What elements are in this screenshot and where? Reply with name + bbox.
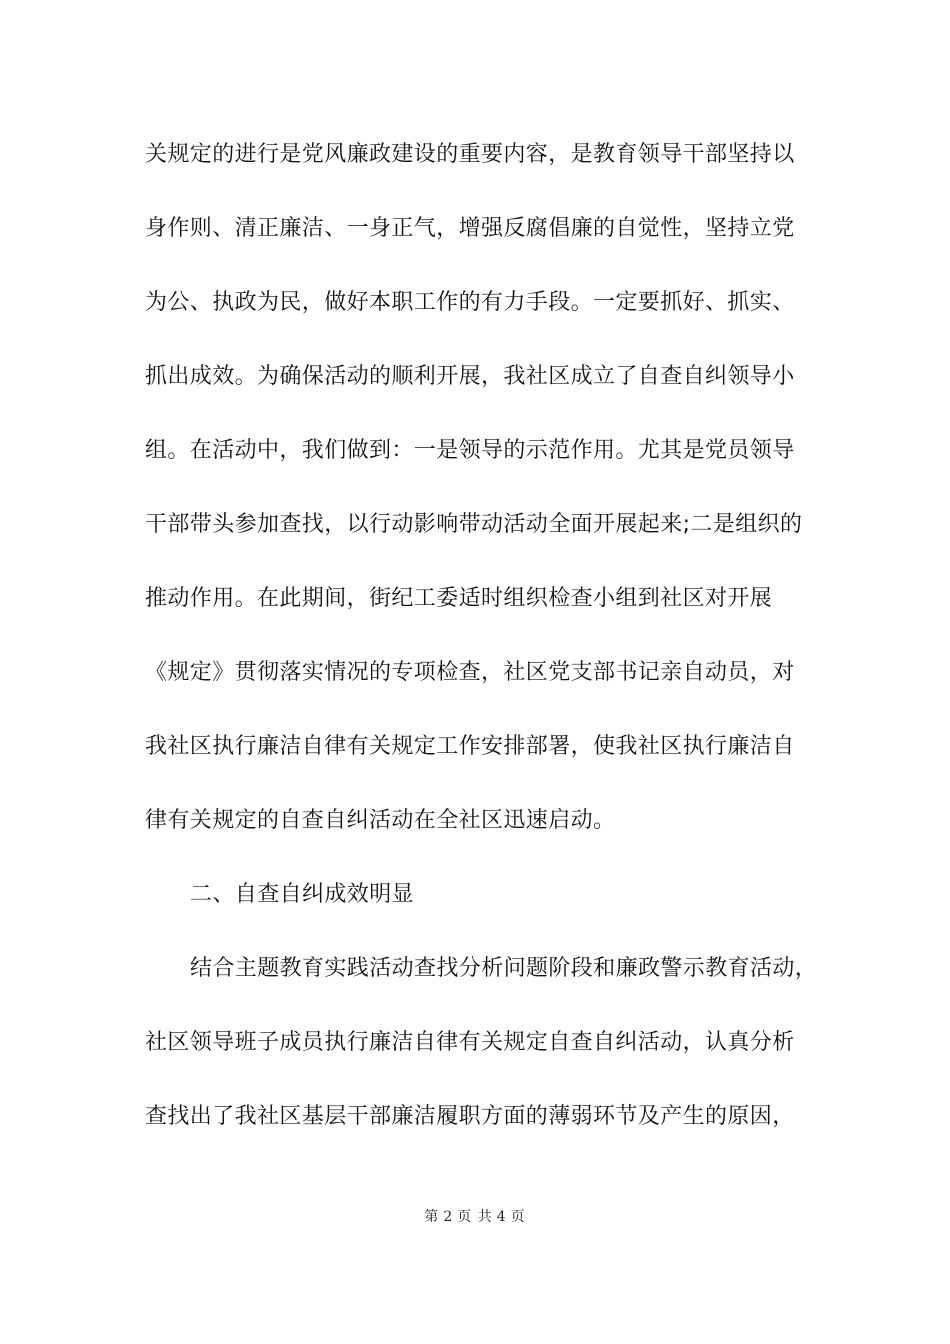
body-text-line: 为公、执政为民，做好本职工作的有力手段。一定要抓好、抓实、 (145, 290, 795, 315)
body-text-line: 查找出了我社区基层干部廉洁履职方面的薄弱环节及产生的原因， (145, 1104, 795, 1129)
body-text-line: 我社区执行廉洁自律有关规定工作安排部署，使我社区执行廉洁自 (145, 734, 795, 759)
body-text-line: 身作则、清正廉洁、一身正气，增强反腐倡廉的自觉性，坚持立党 (145, 216, 795, 241)
body-text-line: 社区领导班子成员执行廉洁自律有关规定自查自纠活动，认真分析 (145, 1030, 795, 1055)
body-text-line: 组。在活动中，我们做到：一是领导的示范作用。尤其是党员领导 (145, 438, 795, 463)
footer-current-page: 2 (443, 1209, 454, 1225)
body-text-line: 《规定》贯彻落实情况的专项检查，社区党支部书记亲自动员，对 (145, 660, 795, 685)
body-text-line: 关规定的进行是党风廉政建设的重要内容，是教育领导干部坚持以 (145, 142, 795, 167)
footer-prefix: 第 (424, 1209, 440, 1225)
footer-suffix: 页 (510, 1209, 526, 1225)
section-heading: 二、自查自纠成效明显 (190, 882, 415, 907)
body-text-line: 干部带头参加查找，以行动影响带动活动全面开展起来;二是组织的 (145, 512, 803, 537)
body-text-line: 推动作用。在此期间，街纪工委适时组织检查小组到社区对开展 (145, 586, 773, 611)
footer-mid: 页 共 (457, 1209, 493, 1225)
body-text-line: 抓出成效。为确保活动的顺利开展，我社区成立了自查自纠领导小 (145, 364, 795, 389)
page-footer (0, 1208, 950, 1226)
body-text-line: 律有关规定的自查自纠活动在全社区迅速启动。 (145, 808, 616, 833)
body-text-line: 结合主题教育实践活动查找分析问题阶段和廉政警示教育活动， (190, 956, 818, 981)
footer-total-pages: 4 (496, 1209, 507, 1225)
